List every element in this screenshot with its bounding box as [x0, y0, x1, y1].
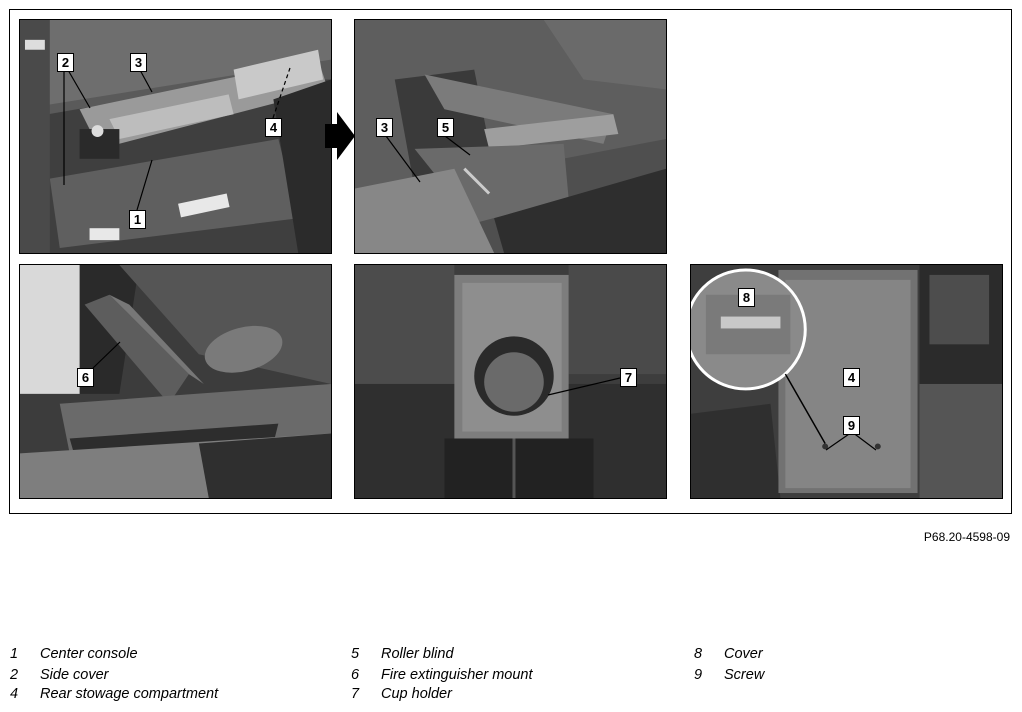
callout-panel5-4: 4 — [843, 368, 860, 387]
roller-blind-illustration — [355, 20, 666, 253]
callout-side-cover: 2 — [57, 53, 74, 72]
callout-roller-blind: 5 — [437, 118, 454, 137]
callout-screw: 9 — [843, 416, 860, 435]
callout-rear-stowage: 4 — [265, 118, 282, 137]
callout-cover: 8 — [738, 288, 755, 307]
photo-fire-extinguisher-mount — [19, 264, 332, 499]
callout-panel1-3: 3 — [130, 53, 147, 72]
callout-cup-holder: 7 — [620, 368, 637, 387]
figure-reference-code: P68.20-4598-09 — [923, 530, 1010, 544]
callout-center-console: 1 — [129, 210, 146, 229]
callout-panel2-3: 3 — [376, 118, 393, 137]
photo-roller-blind — [354, 19, 667, 254]
arrow-right-icon — [325, 112, 355, 160]
callout-fire-extinguisher-mount: 6 — [77, 368, 94, 387]
fire-extinguisher-mount-illustration — [20, 265, 331, 498]
